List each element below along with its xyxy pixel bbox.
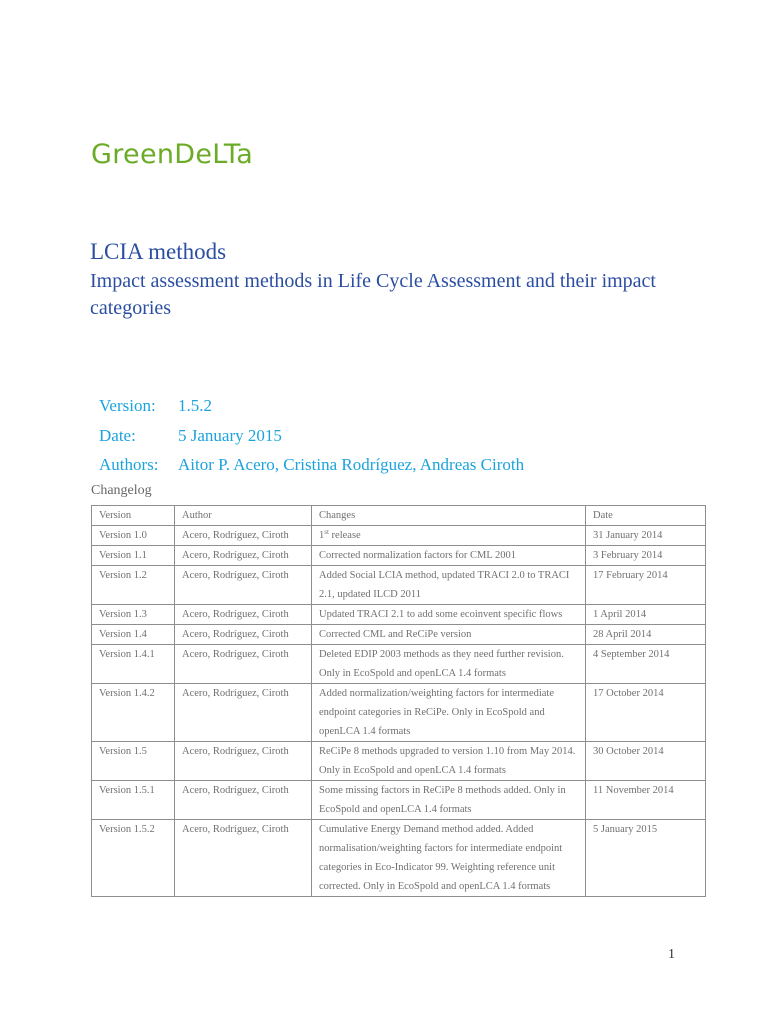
row-changes: Added normalization/weighting factors for intermediate endpoint categories in ReCiPe. Only in EcoSpold and openLCA 1.4 formats [312, 684, 586, 742]
header-changes: Changes [312, 506, 586, 526]
row-changes: 1st release [312, 526, 586, 546]
row-date: 3 February 2014 [586, 546, 706, 566]
changelog-row [92, 625, 706, 645]
date-label: Date: [99, 426, 136, 445]
row-date: 28 April 2014 [586, 625, 706, 645]
changelog-header-row [92, 506, 706, 526]
row-date: 4 September 2014 [586, 645, 706, 684]
row-changes: Corrected normalization factors for CML 2001 [312, 546, 586, 566]
row-date: 5 January 2015 [586, 820, 706, 897]
row-changes: Added Social LCIA method, updated TRACI 2.0 to TRACI 2.1, updated ILCD 2011 [312, 566, 586, 605]
row-date: 17 February 2014 [586, 566, 706, 605]
changelog-row [92, 684, 706, 742]
version-value: 1.5.2 [178, 396, 212, 415]
changelog-row [92, 645, 706, 684]
row-version: Version 1.4.1 [92, 645, 175, 684]
row-author: Acero, Rodríguez, Ciroth [175, 625, 312, 645]
greendelta-logo: GreenDeLTa [91, 139, 254, 170]
document-title: LCIA methods [90, 239, 227, 264]
changelog-row [92, 742, 706, 781]
row-date: 11 November 2014 [586, 781, 706, 820]
row-author: Acero, Rodríguez, Ciroth [175, 742, 312, 781]
row-date: 30 October 2014 [586, 742, 706, 781]
row-version: Version 1.5 [92, 742, 175, 781]
row-version: Version 1.0 [92, 526, 175, 546]
row-changes: Corrected CML and ReCiPe version [312, 625, 586, 645]
row-author: Acero, Rodríguez, Ciroth [175, 684, 312, 742]
document-subtitle: Impact assessment methods in Life Cycle Assessment and their impact categories [90, 270, 656, 319]
row-author: Acero, Rodríguez, Ciroth [175, 820, 312, 897]
changelog-table-body [92, 506, 706, 897]
date-value: 5 January 2015 [178, 426, 282, 445]
row-version: Version 1.5.2 [92, 820, 175, 897]
header-version: Version [92, 506, 175, 526]
authors-row [99, 456, 524, 473]
authors-value: Aitor P. Acero, Cristina Rodríguez, Andreas Ciroth [178, 455, 525, 474]
row-author: Acero, Rodríguez, Ciroth [175, 546, 312, 566]
row-date: 31 January 2014 [586, 526, 706, 546]
row-date: 17 October 2014 [586, 684, 706, 742]
row-author: Acero, Rodríguez, Ciroth [175, 566, 312, 605]
row-author: Acero, Rodríguez, Ciroth [175, 605, 312, 625]
changelog-row [92, 526, 706, 546]
row-version: Version 1.5.1 [92, 781, 175, 820]
changelog-row [92, 566, 706, 605]
row-changes: Cumulative Energy Demand method added. Added normalisation/weighting factors for intermediate endpoint categories in Eco-Indicator 99. Weighting reference unit corrected. Only in EcoSpold and openLCA 1.4 formats [312, 820, 586, 897]
date-row [99, 427, 282, 444]
row-author: Acero, Rodríguez, Ciroth [175, 645, 312, 684]
row-version: Version 1.4.2 [92, 684, 175, 742]
changelog-row [92, 605, 706, 625]
row-author: Acero, Rodríguez, Ciroth [175, 781, 312, 820]
row-date: 1 April 2014 [586, 605, 706, 625]
row-version: Version 1.1 [92, 546, 175, 566]
row-changes: Updated TRACI 2.1 to add some ecoinvent specific flows [312, 605, 586, 625]
version-row [99, 397, 212, 414]
row-author: Acero, Rodríguez, Ciroth [175, 526, 312, 546]
version-label: Version: [99, 396, 156, 415]
row-changes: ReCiPe 8 methods upgraded to version 1.10 from May 2014. Only in EcoSpold and openLCA 1.4 formats [312, 742, 586, 781]
row-version: Version 1.3 [92, 605, 175, 625]
page-number: 1 [668, 947, 675, 962]
row-changes: Some missing factors in ReCiPe 8 methods added. Only in EcoSpold and openLCA 1.4 formats [312, 781, 586, 820]
authors-label: Authors: [99, 455, 159, 474]
changelog-table [91, 505, 706, 897]
header-date: Date [586, 506, 706, 526]
changelog-title: Changelog [91, 483, 152, 498]
row-version: Version 1.4 [92, 625, 175, 645]
changelog-row [92, 820, 706, 897]
changelog-row [92, 546, 706, 566]
changelog-row [92, 781, 706, 820]
header-author: Author [175, 506, 312, 526]
row-changes: Deleted EDIP 2003 methods as they need further revision. Only in EcoSpold and openLCA 1.4 formats [312, 645, 586, 684]
row-version: Version 1.2 [92, 566, 175, 605]
